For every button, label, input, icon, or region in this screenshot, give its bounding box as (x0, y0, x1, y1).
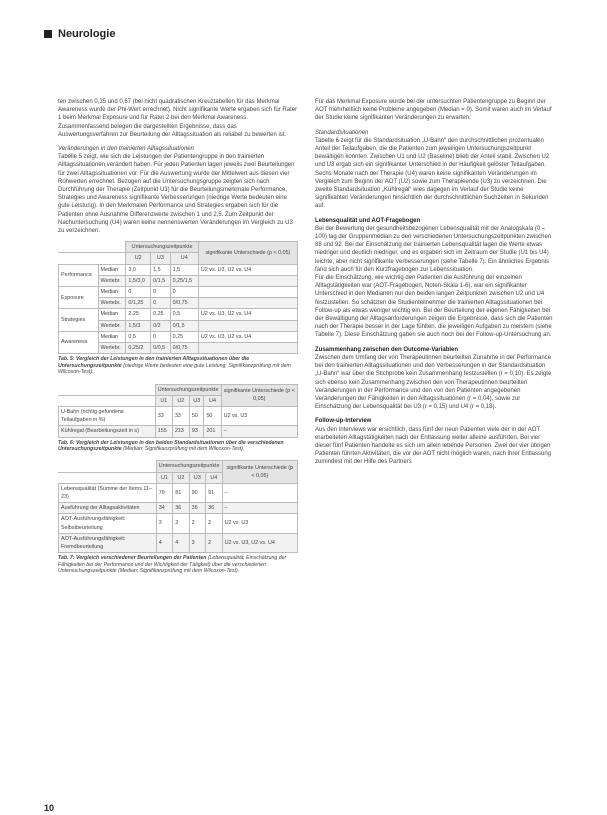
row-label: Lebensqualität (Summe der Items 11–23) (59, 483, 157, 502)
table-5 (58, 241, 298, 354)
cell: 0/1,25 (126, 298, 151, 309)
table-caption (58, 356, 298, 375)
cell-sig: – (221, 426, 297, 437)
table-corner (59, 253, 126, 264)
table-caption (58, 440, 298, 453)
table-row (59, 309, 298, 320)
cell: 0 (170, 287, 198, 298)
cell: 93 (189, 426, 204, 437)
row-label: AOT-Ausführungsfähigkeit: Selbstbeurteilung (59, 514, 157, 533)
table-corner (59, 242, 126, 253)
cell-sig (198, 343, 297, 354)
paragraph: Zwischen dem Umfang der von Therapeutinnen beurteilten Zunahme in der Performance bei den trainierten Alltagssituationen und den Verbesserungen in der Standardsituation „U-Bahn“ war über die Stichprobe kein Zusammenhang festzustellen (r = 0,10). Es zeigte sich ebenso kein Zusammenhang zwischen den von Therapeutinnen beurteilten Veränderungen in der Performance und den von den Patienten angegebenen Veränderungen der Fähigkeiten in den Alltagssituationen (r = 0,04), sowie zur Einschätzung der Lebensqualität bei U3 (r = 0,15) und U4 (r = 0,18). (315, 354, 552, 411)
cell: 0,25 (151, 309, 171, 320)
col-header: U4 (206, 472, 222, 483)
section-heading: Lebensqualität und AOT-Fragebogen (315, 217, 421, 224)
paragraph: ten zwischen 0,35 und 0,67 (bei nicht quadratischen Kreuztabellen für das Merkmal Awareness wurde der Phi-Wert errechnet). Nicht signifikante Werte ergaben sich für Rater 1 beim Merkmal Exposure und für Rater 2 bei den Merkmal Awareness. Zusammenfassend belegen die dargestellten Ergebnisse, dass das Auswertungsverfahren zur Beurteilung der Alltagssituation als reliabel zu bewerten ist. (58, 99, 298, 138)
col-header: U3 (151, 253, 171, 264)
col-header: U2 (173, 472, 189, 483)
table-corner (59, 472, 157, 483)
table-row (59, 287, 298, 298)
cell: 0/2 (151, 320, 171, 331)
cell-sig: U2 vs. U3, U2 vs. U4 (222, 533, 297, 552)
cell: 3,0 (126, 264, 151, 275)
cell: 155 (155, 426, 172, 437)
row-stat: Wertebr. (98, 298, 126, 309)
cell-sig: U2 vs. U3, U2 vs. U4 (198, 309, 297, 320)
row-stat: Median (98, 331, 126, 342)
cell: 0,5 (170, 309, 198, 320)
caption-text: (niedrige Werte bedeuten eine gute Leistung; Signifikanzprüfung mit dem Wilcoxon-Test). (58, 362, 291, 376)
cell: 1,5/3 (126, 320, 151, 331)
col-header: U3 (189, 472, 205, 483)
cell: 50 (204, 406, 221, 425)
cell: 4 (156, 533, 172, 552)
table-6 (58, 384, 298, 438)
row-category: Performance (59, 264, 99, 286)
caption-title: Tab. 6: Vergleich der Leistungen in den beiden Standardsituationen über die verschiedenen Untersuchungszeitpunkte (58, 439, 284, 452)
col-header: U2 (126, 253, 151, 264)
row-category: Awareness (59, 331, 99, 353)
right-column (315, 98, 555, 473)
table-7 (58, 460, 298, 553)
cell: 2 (173, 514, 189, 533)
col-header: U4 (170, 253, 198, 264)
cell: 0,25/2 (126, 343, 151, 354)
row-category: Strategies (59, 309, 99, 331)
row-label: AOT-Ausführungsfähigkeit: Fremdbeurteilung (59, 533, 157, 552)
paragraph: Für die Einschätzung, wie wichtig den Patienten die Ausführung der einzelnen Alltagstätigkeiten war (AOT-Fragebogen, Noten-Skala 1-6), war ein signifikanter Unterschied in den Medianen nur den beiden langen Zeitpunkten zwischen U2 und U4 festzustellen. So schätzten die Studienteilnehmer die trainierten Alltagssituationen bei Follow-up als etwas weniger wichtig ein. Bei der Beurteilung der eigenen Fähigkeiten bei der Bewältigung der Alltagsanforderungen zeigen die Ergebnisse, dass sich die Patienten nach der Therapie besser in der Lage fühlten, die jeweiligen Aufgaben zu meistern (siehe Tabelle 7). Diese Einschätzung gaben sie auch noch bei der Follow-up-Untersuchung an. (315, 275, 553, 339)
paragraph: Tabelle 5 zeigt, wie sich die Leistungen der Patientengruppe in den trainierten Alltagssituationen verändert haben. Für jeden Patienten lagen jeweils zwei Beurteilungen für zwei Alltagssituationen vor. Für die Auswertung wurde der Mittelwert aus diesen vier Rohwerten errechnet. Bezogen auf die Untersuchungsgruppe zeigten sich nach Durchführung der Therapie (Zeitpunkt U3) für die Beurteilungsmerkmale Performance, Strategies und Awareness signifikante Verbesserungen (niedrige Werte bedeuten eine gute Leistung). In den Merkmalen Performance und Strategies ergaben sich für die Patienten ohne Ausnahme Differenzwerte zwischen 1 und 2,5. Zum Zeitpunkt der Nachuntersuchung (U4) waren keine nennenswerten Veränderungen im Vergleich zu U3 zu verzeichnen. (58, 154, 295, 235)
cell: 0,25/1,5 (170, 275, 198, 286)
table-row (59, 406, 298, 425)
cell: 2 (206, 514, 222, 533)
row-category: Exposure (59, 287, 99, 309)
cell: 0/0,75 (170, 298, 198, 309)
cell: 0,25 (170, 331, 198, 342)
caption-text: (Median; Signifikanzprüfung mit dem Wilcoxon-Test). (121, 445, 245, 452)
cell: 33 (155, 406, 172, 425)
table-row (59, 264, 298, 275)
table-group-header: Untersuchungszeitpunkte (126, 242, 199, 253)
table-sig-header: signifikante Unterschiede (p < 0,05) (198, 242, 297, 264)
section-heading: Follow-up-Interview (315, 418, 372, 425)
cell: 0/0,75 (170, 343, 198, 354)
cell-sig (198, 320, 297, 331)
cell-sig (198, 275, 297, 286)
caption-text: (Lebensqualität, Einschätzung der Fähigkeiten bei der Performance und der Wichtigkeit der Tätigkeit) über die verschiedenen Untersuchungszeitpunkte (Median; Signifikanzprüfung mit dem Wilcoxon-Test). (58, 555, 287, 574)
cell: 0/0,5 (151, 343, 171, 354)
cell: 36 (206, 503, 222, 514)
cell-sig: U2 vs. U3, U2 vs. U4 (198, 264, 297, 275)
caption-title: Tab. 7: Vergleich verschiedener Beurteilungen der Patienten (58, 555, 207, 562)
col-header: U4 (204, 395, 221, 406)
page-number: 10 (44, 803, 55, 813)
cell: 3 (189, 533, 205, 552)
table-row (59, 503, 298, 514)
table-sig-header: signifikante Unterschiede (p < 0,05) (221, 384, 297, 406)
paragraph: Für das Merkmal Exposure wurde bei der untersuchten Patientengruppe zu Beginn der AOT mehrheitlich keine Probleme angegeben (Median = 0). Somit waren auch im Verlauf der Studie keine signifikanten Veränderungen zu erwarten. (315, 99, 552, 122)
paragraph: Aus den Interviews war ersichtlich, dass fünf der neun Patienten viele der in der AOT erarbeiteten Alltagstätigkeiten nach der Entlassung weiter alleine ausführten. Bei vier dieser fünf Patienten handelte es sich um allein lebende Personen. Zwei der vier übrigen Patienten führten Aktivitäten, die vor der AOT nicht möglich waren, nach ihrer Entlassung zumindest mit der Hilfe des Partners (315, 426, 552, 466)
subheading: Standardsituationen (315, 129, 369, 136)
row-stat: Median (98, 264, 126, 275)
cell: 213 (172, 426, 189, 437)
cell: 36 (173, 503, 189, 514)
table-corner (59, 384, 156, 395)
cell: 91 (206, 483, 222, 502)
row-label: Kühlregal (Bearbeitungszeit in s) (59, 426, 156, 437)
cell: 3 (156, 514, 172, 533)
cell: 1,5 (151, 264, 171, 275)
table-group-header: Untersuchungszeitpunkte (156, 461, 222, 472)
subheading: Veränderungen in den trainierten Alltagssituationen (58, 146, 194, 153)
section-marker-square (44, 30, 52, 38)
table-row (59, 426, 298, 437)
row-stat: Median (98, 309, 126, 320)
section-heading: Zusammenhang zwischen den Outcome-Variablen (315, 346, 459, 353)
row-stat: Wertebr. (98, 275, 126, 286)
col-header: U1 (156, 472, 172, 483)
col-header: U3 (189, 395, 204, 406)
cell: 2,25 (126, 309, 151, 320)
row-stat: Wertebr. (98, 343, 126, 354)
cell: 0 (151, 298, 171, 309)
cell: 79 (156, 483, 172, 502)
section-header (44, 28, 115, 40)
table-row (59, 533, 298, 552)
table-row (59, 483, 298, 502)
table-row (59, 514, 298, 533)
col-header: U2 (172, 395, 189, 406)
row-stat: Median (98, 287, 126, 298)
table-corner (59, 395, 156, 406)
cell-sig: – (222, 503, 297, 514)
cell: 81 (173, 483, 189, 502)
table-sig-header: signifikante Unterschiede (p < 0,05) (222, 461, 297, 483)
left-column (58, 98, 298, 582)
row-stat: Wertebr. (98, 320, 126, 331)
cell: 36 (189, 503, 205, 514)
cell: 1,5/3,0 (126, 275, 151, 286)
cell: 4 (173, 533, 189, 552)
row-label: U-Bahn (richtig gefundene Teilaufgaben in %) (59, 406, 156, 425)
cell: 0/1,5 (170, 320, 198, 331)
section-title: Neurologie (58, 28, 116, 40)
cell: 2 (206, 533, 222, 552)
cell: 1,5 (170, 264, 198, 275)
cell-sig: – (222, 483, 297, 502)
cell: 50 (189, 406, 204, 425)
table-row (59, 331, 298, 342)
cell-sig (198, 298, 297, 309)
table-caption (58, 555, 298, 574)
cell: 34 (156, 503, 172, 514)
cell: 0/1,5 (151, 275, 171, 286)
caption-title: Tab. 5: Vergleich der Leistungen in den trainierten Alltagssituationen über die Untersuchungszeitpunkte (58, 356, 250, 369)
cell: 0 (126, 287, 151, 298)
cell-sig: U2 vs. U3 (222, 514, 297, 533)
cell-sig (198, 287, 297, 298)
cell: 201 (204, 426, 221, 437)
table-group-header: Untersuchungszeitpunkte (155, 384, 221, 395)
cell: 90 (189, 483, 205, 502)
cell-sig: U2 vs. U3 (221, 406, 297, 425)
cell: 33 (172, 406, 189, 425)
paragraph: Tabelle 6 zeigt für die Standardsituation „U-Bahn“ den durchschnittlichen prozentualen Anteil der Teilaufgaben, die die Patienten zum jeweiligen Untersuchungszeitpunkt bewältigen konnten. Zwischen U1 und U2 (Baseline) blieb der Anteil stabil. Zwischen U2 und U3 ergab sich ein signifikanter Unterschied in der Häufigkeit gelöster Teilaufgaben. Sechs Monate nach der Therapie (U4) waren keine signifikanten Veränderungen im Vergleich zum Beginn der AOT (U2) sowie zum Therapieende (U3) zu verzeichnen. Die zweite Standardsituation „Kühlregal“ wies dagegen im Verlauf der Studie keine signifikanten Veränderungen hinsichtlich der durchschnittlichen Suchzeiten in Sekunden auf. (315, 137, 550, 210)
cell-sig: U2 vs. U3, U2 vs. U4 (198, 331, 297, 342)
row-label: Ausführung der Alltagsaktivitäten (59, 503, 157, 514)
cell: 0 (151, 331, 171, 342)
col-header: U1 (155, 395, 172, 406)
table-corner (59, 461, 157, 472)
paragraph: Bei der Bewertung der gesundheitsbezogenen Lebensqualität mit der Analogskala (0 – 100) lag der Gruppenmedian zu den verschiedenen Untersuchungszeitpunkten zwischen 88 und 92. Bei der Einschätzung der trainierten Lebensqualität lagen die Werte etwas niedriger und deutlich niedriger, und es ergaben sich im Zeitraum der Studie (U1 bis U4) leichte, aber nicht signifikante Verbesserungen (siehe Tabelle 7). Ein ähnliches Ergebnis fand sich auch für den Kurzfragebogen zur Lebenssituation. (315, 225, 552, 273)
cell: 0 (151, 287, 171, 298)
cell: 2 (189, 514, 205, 533)
cell: 0,5 (126, 331, 151, 342)
